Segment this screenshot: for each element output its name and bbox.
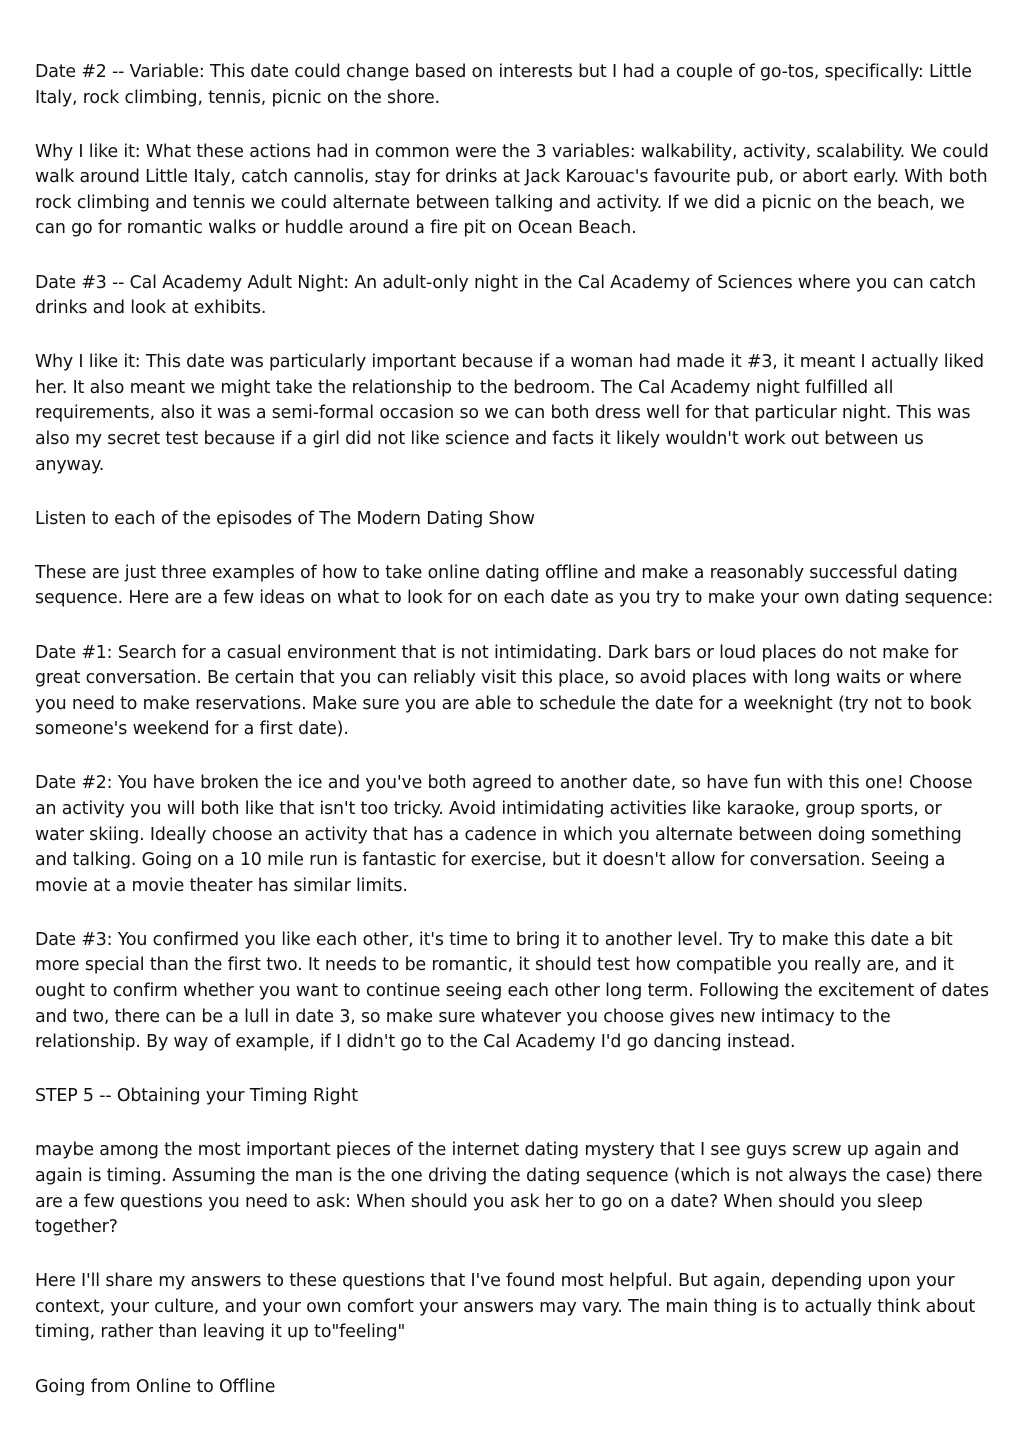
- paragraph-date2-why: Why I like it: What these actions had in common were the 3 variables: walkability, activity, scalability. We could walk around Little Italy, catch cannolis, stay for drinks at Jack Karouac's favourite pub, or abort early. With both rock climbing and tennis we could alternate between talking and activity. If we did a picnic on the beach, we can go for romantic walks or huddle around a fire pit on Ocean Beach.: [35, 141, 989, 239]
- heading-online-offline: Going from Online to Offline: [35, 1376, 276, 1397]
- heading-step5: STEP 5 -- Obtaining your Timing Right: [35, 1086, 358, 1107]
- paragraph-answers: Here I'll share my answers to these questions that I've found most helpful. But again, depending upon your context, your culture, and your own comfort your answers may vary. The main thing is to actually think about timing, rather than leaving it up to"feeling": [35, 1271, 976, 1343]
- paragraph-date2-variable: Date #2 -- Variable: This date could change based on interests but I had a couple of go-tos, specifically: Little Italy, rock climbing, tennis, picnic on the shore.: [35, 62, 972, 108]
- document-body: [35, 60, 995, 1429]
- paragraph-date2-tips: Date #2: You have broken the ice and you've both agreed to another date, so have fun with this one! Choose an activity you will both like that isn't too tricky. Avoid intimidating activities like karaoke, group sports, or water skiing. Ideally choose an activity that has a cadence in which you alternate between doing something and talking. Going on a 10 mile run is fantastic for exercise, but it doesn't allow for conversation. Seeing a movie at a movie theater has similar limits.: [35, 773, 973, 896]
- paragraph-date3-why: Why I like it: This date was particularly important because if a woman had made it #3, it meant I actually liked her. It also meant we might take the relationship to the bedroom. The Cal Academy night fulfilled all requirements, also it was a semi-formal occasion so we can both dress well for that particular night. This was also my secret test because if a girl did not like science and facts it likely wouldn't work out between us anyway.: [35, 352, 984, 475]
- paragraph-date3-cal-academy: Date #3 -- Cal Academy Adult Night: An adult-only night in the Cal Academy of Sciences where you can catch drinks and look at exhibits.: [35, 272, 976, 319]
- paragraph-listen-episodes: Listen to each of the episodes of The Modern Dating Show: [35, 508, 535, 529]
- paragraph-date1-tips: Date #1: Search for a casual environment that is not intimidating. Dark bars or loud places do not make for great conversation. Be certain that you can reliably visit this place, so avoid places with long waits or where you need to make reservations. Make sure you are able to schedule the date for a weeknight (try not to book someone's weekend for a first date).: [35, 642, 972, 740]
- paragraph-timing: maybe among the most important pieces of the internet dating mystery that I see guys screw up again and again is timing. Assuming the man is the one driving the dating sequence (which is not always the case) there are a few questions you need to ask: When should you ask her to go on a date? When should you sleep together?: [35, 1140, 983, 1238]
- paragraph-three-examples: These are just three examples of how to take online dating offline and make a reasonably successful dating sequence. Here are a few ideas on what to look for on each date as you try to make your own dating sequence:: [35, 562, 994, 609]
- paragraph-date3-tips: Date #3: You confirmed you like each other, it's time to bring it to another level. Try to make this date a bit more special than the first two. It needs to be romantic, it should test how compatible you really are, and it ought to confirm whether you want to continue seeing each other long term. Following the excitement of dates and two, there can be a lull in date 3, so make sure whatever you choose gives new intimacy to the relationship. By way of example, if I didn't go to the Cal Academy I'd go dancing instead.: [35, 929, 989, 1053]
